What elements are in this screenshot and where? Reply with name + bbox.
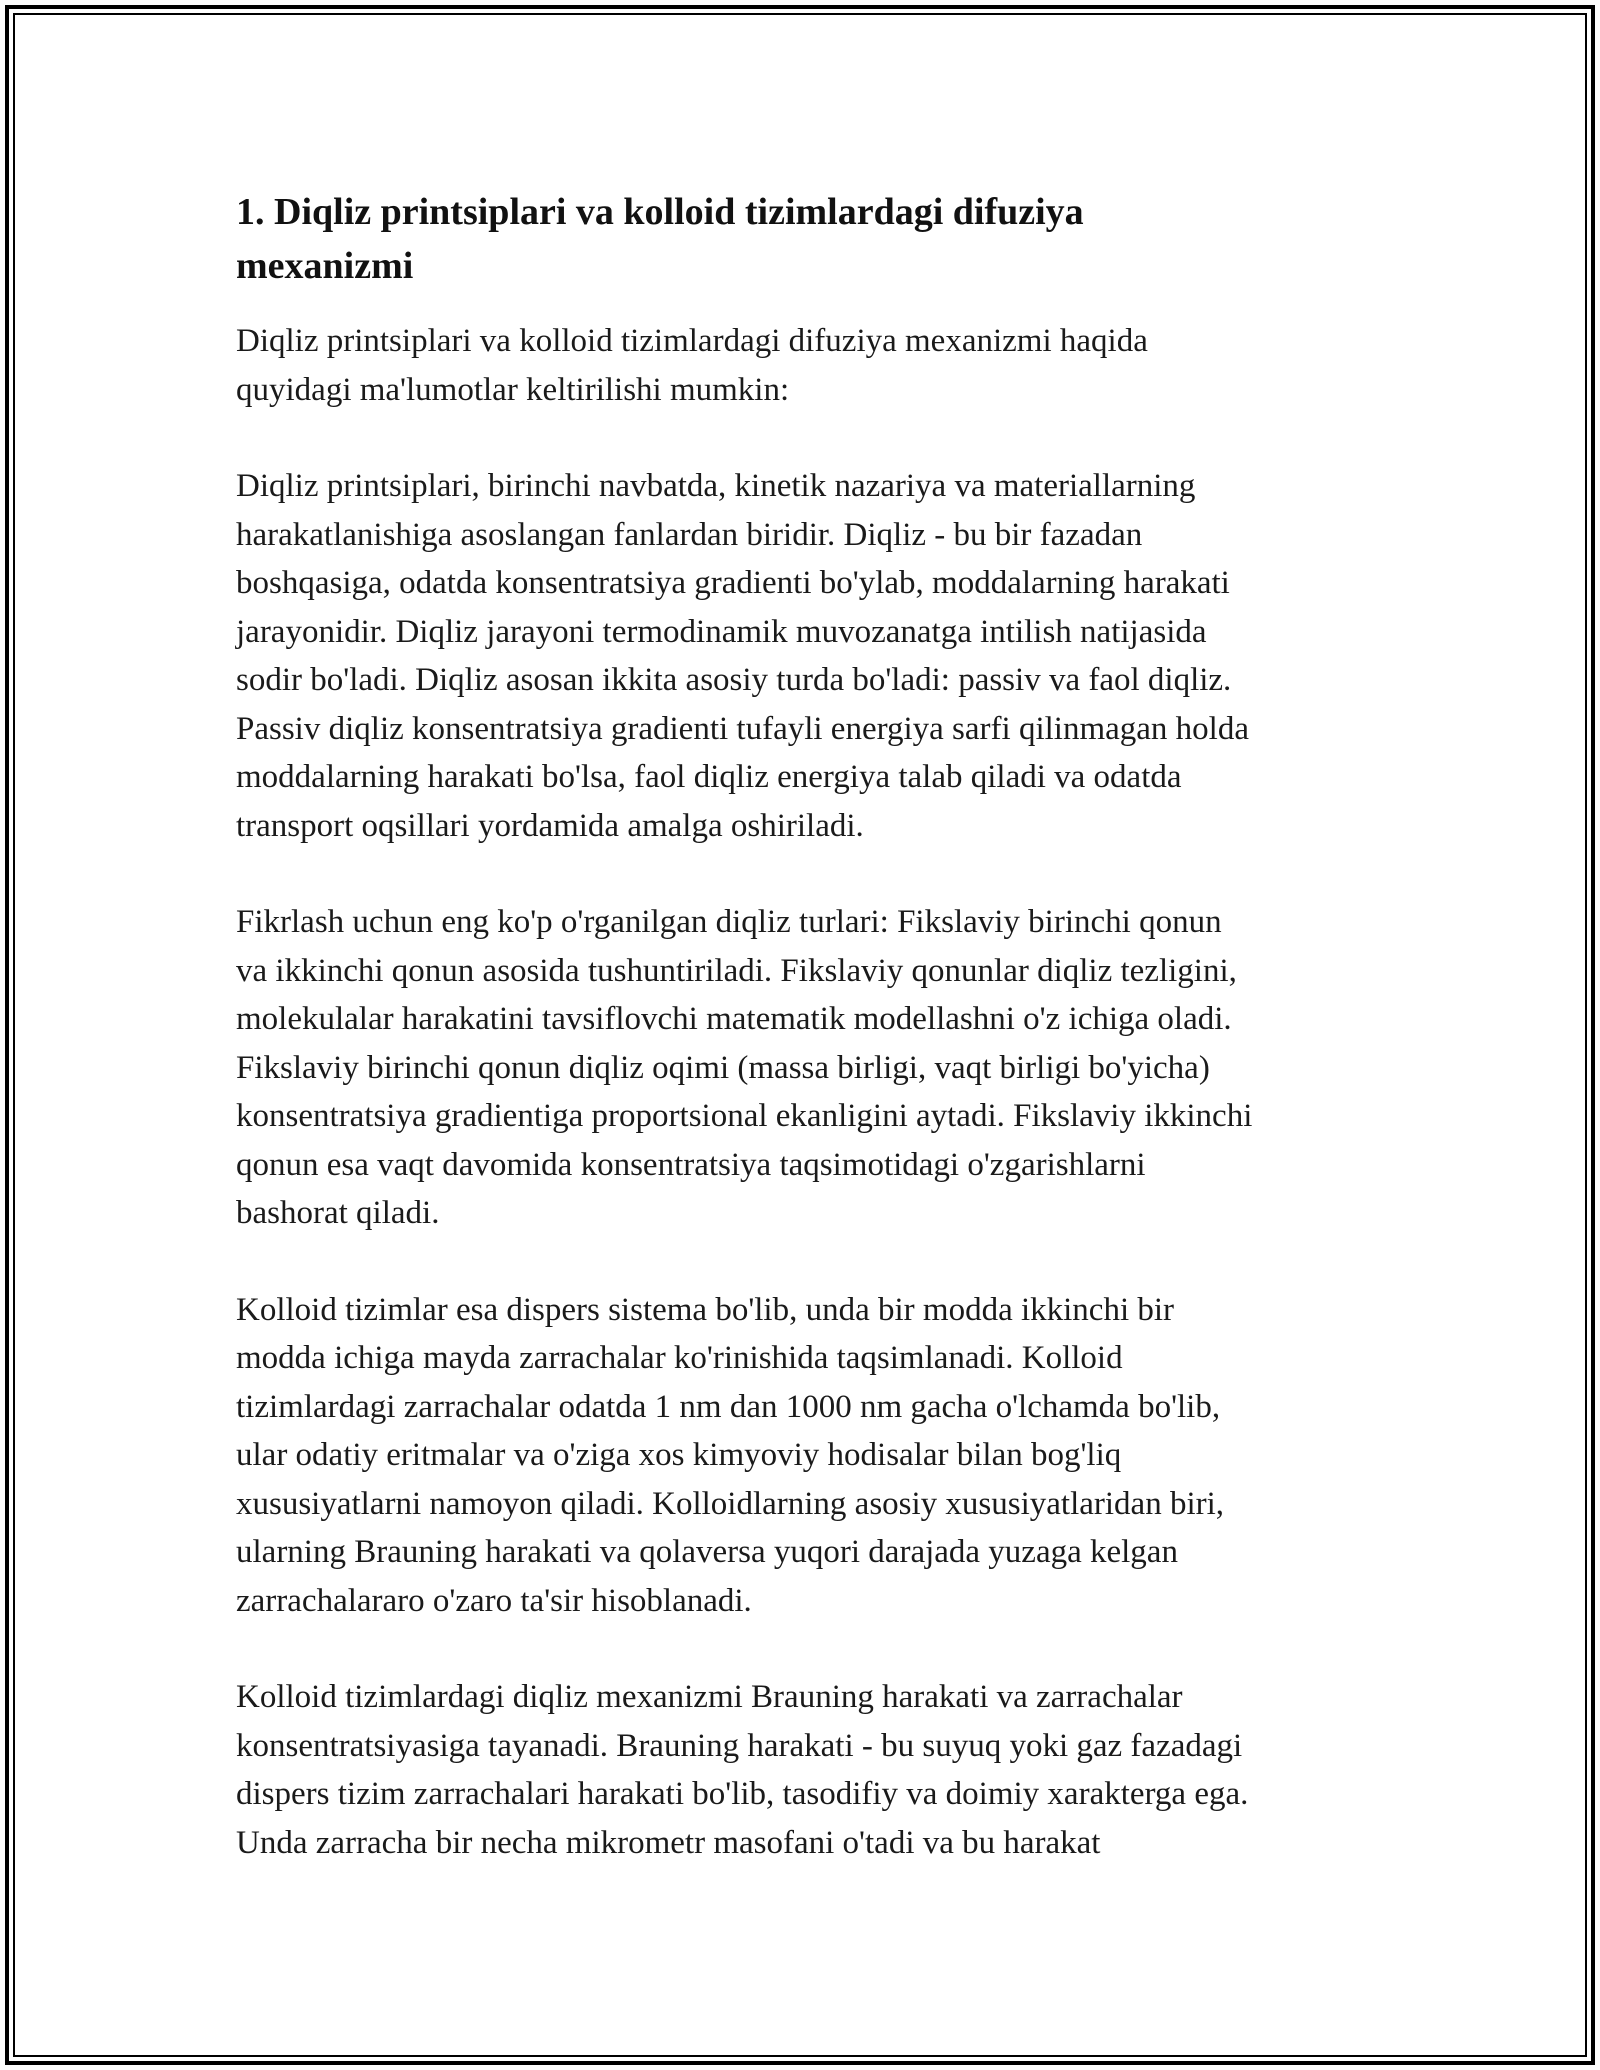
paragraph-diffusion-principles: Diqliz printsiplari, birinchi navbatda, kinetik nazariya va materiallarning harakatlanishiga asoslangan fanlardan biridir. Diqliz - bu bir fazadan boshqasiga, odatda konsentratsiya gradienti bo'ylab, moddalarning harakati jarayonidir. Diqliz jarayoni termodinamik muvozanatga intilish natijasida sodir bo'ladi. Diqliz asosan ikkita asosiy turda bo'ladi: passiv va faol diqliz. Passiv diqliz konsentratsiya gradienti tufayli energiya sarfi qilinmagan holda moddalarning harakati bo'lsa, faol diqliz energiya talab qiladi va odatda transport oqsillari yordamida amalga oshiriladi. — [236, 468, 1249, 844]
paragraph-fick-laws: Fikrlash uchun eng ko'p o'rganilgan diqliz turlari: Fikslaviy birinchi qonun va ikkinchi qonun asosida tushuntiriladi. Fikslaviy qonunlar diqliz tezligini, molekulalar harakatini tavsiflovchi matematik modellashni o'z ichiga oladi. Fikslaviy birinchi qonun diqliz oqimi (massa birligi, vaqt birligi bo'yicha) konsentratsiya gradientiga proportsional ekanligini aytadi. Fikslaviy ikkinchi qonun esa vaqt davomida konsentratsiya taqsimotidagi o'zgarishlarni bashorat qiladi. — [236, 904, 1253, 1231]
document-body — [236, 185, 1386, 1915]
document-title: 1. Diqliz printsiplari va kolloid tizimlardagi difuziya mexanizmi — [236, 191, 1084, 287]
paragraph-colloid-diffusion: Kolloid tizimlardagi diqliz mexanizmi Brauning harakati va zarrachalar konsentratsiyasiga tayanadi. Brauning harakati - bu suyuq yoki gaz fazadagi dispers tizim zarrachalari harakati bo'lib, tasodifiy va doimiy xarakterga ega. Unda zarracha bir necha mikrometr masofani o'tadi va bu harakat — [236, 1679, 1249, 1861]
paragraph-colloid-systems: Kolloid tizimlar esa dispers sistema bo'lib, unda bir modda ikkinchi bir modda ichiga mayda zarrachalar ko'rinishida taqsimlanadi. Kolloid tizimlardagi zarrachalar odatda 1 nm dan 1000 nm gacha o'lchamda bo'lib, ular odatiy eritmalar va o'ziga xos kimyoviy hodisalar bilan bog'liq xususiyatlarni namoyon qiladi. Kolloidlarning asosiy xususiyatlaridan biri, ularning Brauning harakati va qolaversa yuqori darajada yuzaga kelgan zarrachalararo o'zaro ta'sir hisoblanadi. — [236, 1291, 1225, 1619]
paragraph-intro: Diqliz printsiplari va kolloid tizimlardagi difuziya mexanizmi haqida quyidagi ma'lumotlar keltirilishi mumkin: — [236, 323, 1148, 408]
